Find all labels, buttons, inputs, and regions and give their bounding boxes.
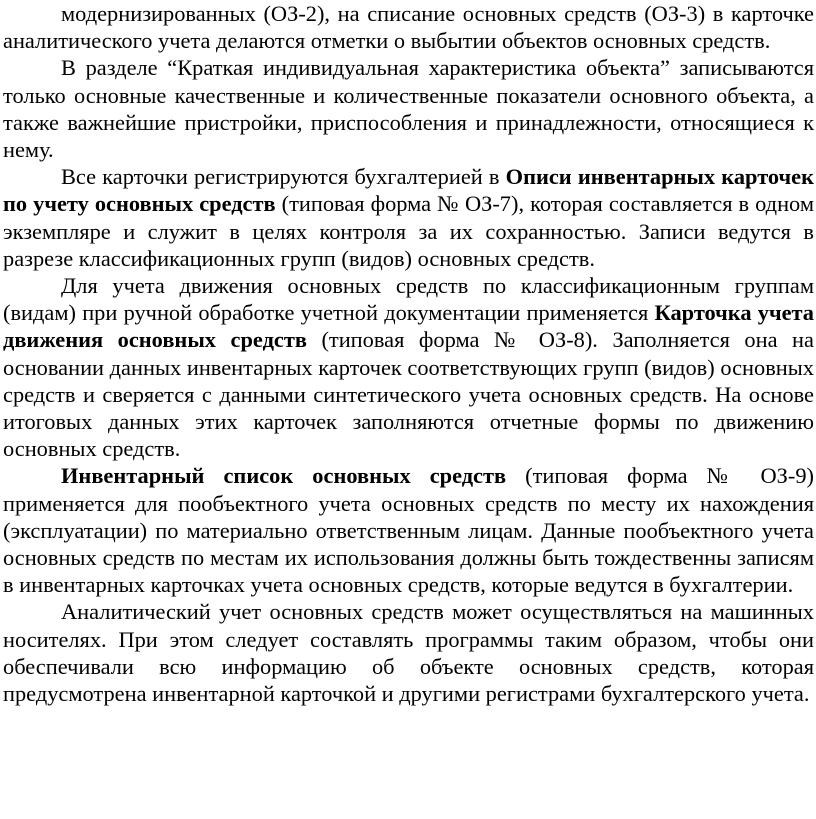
paragraph-3: [3, 163, 814, 272]
paragraph-5: [3, 462, 814, 598]
paragraph-2-text: В разделе “Краткая индивидуальная характеристика объекта” записываются только основные качественные и количественные показатели основного объекта, а также важнейшие пристройки, приспособления и принадлежности, относящиеся к нему.: [3, 55, 814, 163]
paragraph-4-text-a: Для учета движения основных средств по классификационным группам (видам) при ручной обработке учетной документации применяется: [3, 273, 814, 326]
paragraph-3-text-b: (типовая форма № ОЗ-7), которая составляется в одном экземпляре и служит в целях контроля за их сохранностью. Записи ведутся в разрезе классификационных групп (видов) основных средств.: [3, 191, 814, 271]
paragraph-1: [3, 0, 814, 54]
paragraph-3-bold-term: Описи инвентарных карточек по учету основных средств: [3, 164, 814, 217]
paragraph-3-text-a: Все карточки регистрируются бухгалтерией в: [61, 164, 506, 190]
paragraph-5-bold-term: Инвентарный список основных средств: [61, 463, 507, 489]
paragraph-4: [3, 272, 814, 462]
paragraph-5-text: (типовая форма № ОЗ-9) применяется для пообъектного учета основных средств по месту их нахождения (эксплуатации) по материально ответственным лицам. Данные пообъектного учета основных средств по местам их использования должны быть тождественны записям в инвентарных карточках учета основных средств, которые ведутся в бухгалтерии.: [3, 463, 814, 598]
paragraph-6: [3, 598, 814, 707]
paragraph-4-text-b: (типовая форма № ОЗ-8). Заполняется она на основании данных инвентарных карточек соответствующих групп (видов) основных средств и сверяется с данными синтетического учета основных средств. На основе итоговых данных этих карточек заполняются отчетные формы по движению основных средств.: [3, 327, 814, 462]
paragraph-2: [3, 54, 814, 163]
paragraph-1-text: модернизированных (ОЗ-2), на списание основных средств (ОЗ-3) в карточке аналитического учета делаются отметки о выбытии объектов основных средств.: [3, 1, 814, 54]
paragraph-6-text: Аналитический учет основных средств может осуществляться на машинных носителях. При этом следует составлять программы таким образом, чтобы они обеспечивали всю информацию об объекте основных средств, которая предусмотрена инвентарной карточкой и другими регистрами бухгалтерского учета.: [3, 599, 814, 707]
paragraph-4-bold-term: Карточка учета движения основных средств: [3, 300, 814, 353]
